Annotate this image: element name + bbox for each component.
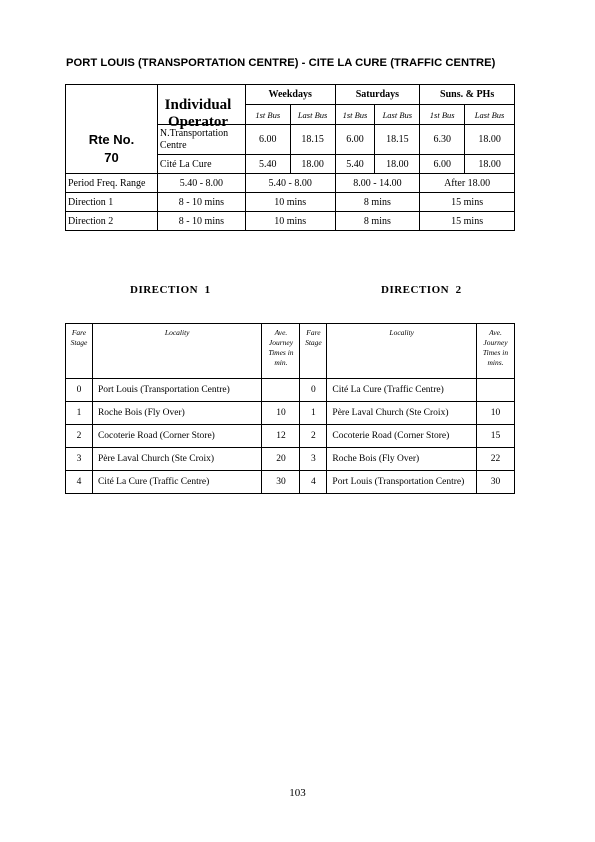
- operator-line-2: Operator: [168, 114, 228, 130]
- locality-header-2: Locality: [327, 324, 477, 379]
- locality: Père Laval Church (Ste Croix): [327, 402, 477, 425]
- journey-time: 22: [477, 448, 515, 471]
- page-number: 103: [289, 787, 306, 799]
- locality: Cocoterie Road (Corner Store): [327, 425, 477, 448]
- locality: Cité La Cure (Traffic Centre): [327, 379, 477, 402]
- locality: Roche Bois (Fly Over): [327, 448, 477, 471]
- locality: Cité La Cure (Traffic Centre): [92, 471, 262, 494]
- route-number: 70: [104, 149, 119, 165]
- time-cell: 5.40: [335, 155, 375, 174]
- operator-line-1: Individual: [164, 97, 232, 113]
- freq-value: 10 mins: [245, 212, 335, 231]
- freq-value: 15 mins: [420, 212, 515, 231]
- fare-stage: 4: [300, 471, 327, 494]
- fare-stage: 3: [66, 448, 93, 471]
- schedule-table: [65, 84, 515, 231]
- journey-time: 30: [262, 471, 300, 494]
- page-title: PORT LOUIS (TRANSPORTATION CENTRE) - CITE LA CURE (TRAFFIC CENTRE): [66, 57, 496, 69]
- freq-value: After 18.00: [420, 174, 515, 193]
- journey-time-header-2: Ave. Journey Times in mins.: [477, 324, 515, 379]
- last-bus-header: Last Bus: [465, 105, 515, 125]
- fare-stage: 4: [66, 471, 93, 494]
- direction-2-label: Direction 2: [66, 212, 158, 231]
- operator-header: [158, 97, 238, 131]
- fare-stage: 2: [66, 425, 93, 448]
- time-cell: 18.00: [465, 125, 515, 155]
- freq-value: 5.40 - 8.00: [157, 174, 245, 193]
- fare-stage-header-2: Fare Stage: [300, 324, 327, 379]
- fare-stage: 2: [300, 425, 327, 448]
- locality: Port Louis (Transportation Centre): [327, 471, 477, 494]
- journey-time: 20: [262, 448, 300, 471]
- freq-value: 10 mins: [245, 193, 335, 212]
- first-bus-header: 1st Bus: [335, 105, 375, 125]
- fare-stage: 1: [66, 402, 93, 425]
- last-bus-header: Last Bus: [290, 105, 335, 125]
- fare-stage: 0: [300, 379, 327, 402]
- time-cell: 18.15: [290, 125, 335, 155]
- time-cell: 6.00: [420, 155, 465, 174]
- journey-time: 10: [262, 402, 300, 425]
- locality-header-1: Locality: [92, 324, 262, 379]
- first-bus-header: 1st Bus: [245, 105, 290, 125]
- time-cell: 6.00: [335, 125, 375, 155]
- period-saturdays: Saturdays: [335, 85, 420, 105]
- journey-time: 12: [262, 425, 300, 448]
- last-bus-header: Last Bus: [375, 105, 420, 125]
- locality: Père Laval Church (Ste Croix): [92, 448, 262, 471]
- locality: Port Louis (Transportation Centre): [92, 379, 262, 402]
- direction-2-heading: DIRECTION 2: [381, 284, 462, 296]
- freq-value: 8 - 10 mins: [157, 212, 245, 231]
- place-cite-la-cure: Cité La Cure: [157, 155, 245, 174]
- fare-stage-header-1: Fare Stage: [66, 324, 93, 379]
- journey-time-header-1: Ave. Journey Times in min.: [262, 324, 300, 379]
- route-number-cell: [66, 125, 158, 174]
- journey-time: 10: [477, 402, 515, 425]
- operator-header-cell: [157, 85, 238, 133]
- time-cell: 18.15: [375, 125, 420, 155]
- time-cell: 5.40: [245, 155, 290, 174]
- locality: Roche Bois (Fly Over): [92, 402, 262, 425]
- freq-value: 15 mins: [420, 193, 515, 212]
- fare-stage: 3: [300, 448, 327, 471]
- direction-1-label: Direction 1: [66, 193, 158, 212]
- journey-time: 15: [477, 425, 515, 448]
- fare-stage-table: [65, 323, 515, 494]
- time-cell: 6.30: [420, 125, 465, 155]
- place-transportation-centre: N.Transportation Centre: [157, 125, 245, 155]
- freq-value: 5.40 - 8.00: [245, 174, 335, 193]
- freq-value: 8.00 - 14.00: [335, 174, 420, 193]
- period-weekdays: Weekdays: [245, 85, 335, 105]
- fare-stage: 0: [66, 379, 93, 402]
- time-cell: 18.00: [465, 155, 515, 174]
- first-bus-header: 1st Bus: [420, 105, 465, 125]
- time-cell: 6.00: [245, 125, 290, 155]
- direction-1-heading: DIRECTION 1: [130, 284, 211, 296]
- locality: Cocoterie Road (Corner Store): [92, 425, 262, 448]
- period-sundays: Suns. & PHs: [420, 85, 515, 105]
- journey-time: 30: [477, 471, 515, 494]
- freq-value: 8 - 10 mins: [157, 193, 245, 212]
- fare-stage: 1: [300, 402, 327, 425]
- freq-range-label: Period Freq. Range: [66, 174, 158, 193]
- freq-value: 8 mins: [335, 193, 420, 212]
- route-label: Rte No.: [88, 131, 135, 147]
- journey-time: [262, 379, 300, 402]
- time-cell: 18.00: [375, 155, 420, 174]
- freq-value: 8 mins: [335, 212, 420, 231]
- journey-time: [477, 379, 515, 402]
- time-cell: 18.00: [290, 155, 335, 174]
